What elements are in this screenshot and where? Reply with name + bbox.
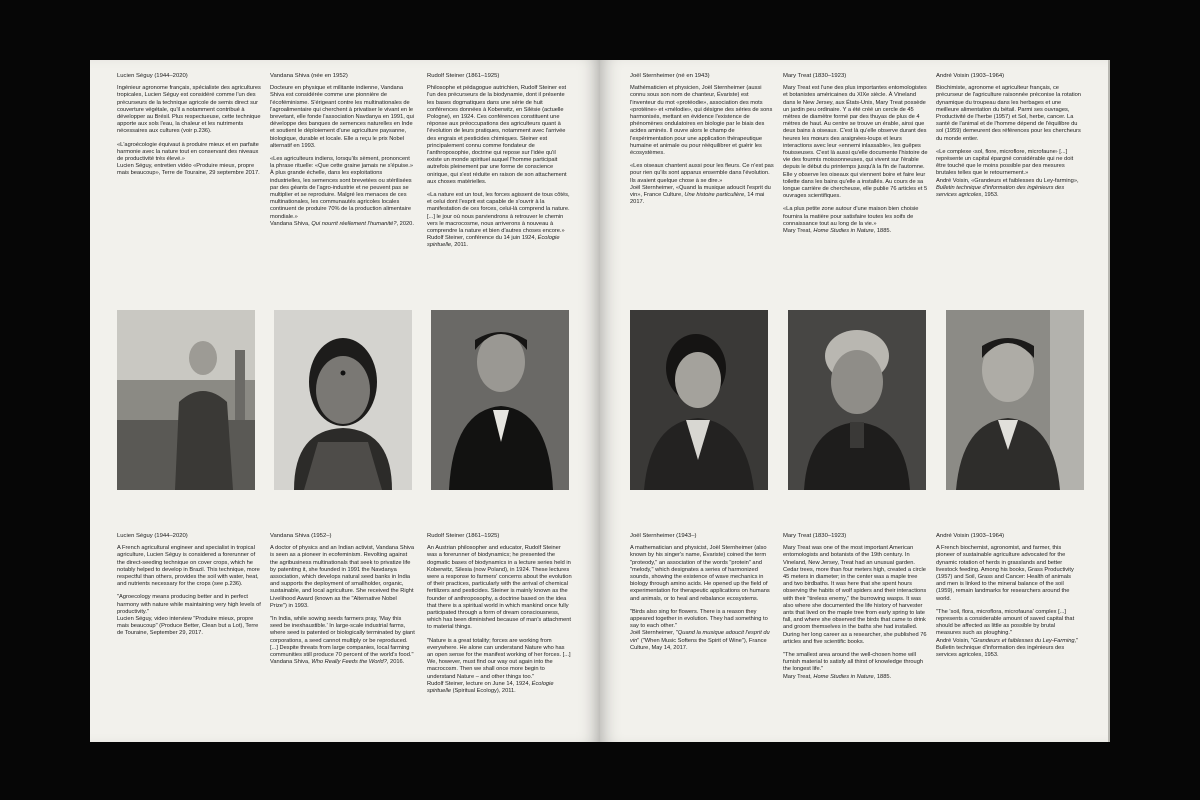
- book-spread: [90, 60, 1110, 742]
- quote-source: André Voisin, "Grandeurs et faiblesses du Ley-Farming," Bulletin technique d'information des ingénieurs des services agricoles, 1953.: [936, 637, 1079, 659]
- person-name: Mary Treat (1830–1923): [783, 73, 847, 79]
- bio-text: Mary Treat est l'une des plus importantes entomologistes et botanistes américaines du XIXe siècle. À Vineland dans le New Jersey, aux États-Unis, Mary Treat possède un jardin peu ordinaire. Y a été créé un cercle de 45 mètres de diamètre formé par des thuyas de plus de 4 mètres de haut. Au centre se trouve un érable, ainsi que deux bains à oiseaux. C'est là qu'elle observe durant des heures les mœurs des araignées-loups et leurs interactions avec leur «ennemi inlassable», les guêpes fouisseuses. C'est là aussi qu'elle documente l'histoire de vie des fourmis moissonneuses, qui vivent sur l'érable depuis le début du printemps jusqu'à la fin de l'automne. Elle y observe les oiseaux qui viennent boire et faire leur toilette dans les bains qu'elle a installés. Au cours de sa longue carrière de chercheuse, elle publie 76 articles et 5 ouvrages scientifiques.: [783, 85, 928, 200]
- bio-text: A French biochemist, agronomist, and farmer, this pioneer of sustainable agriculture advocated for the dynamic rotation of herds in grasslands and better livestock feeding. Among his books, Grass Productivity (1957) and Soil, Grass and Cancer: Health of animals and men is linked to the mineral balance of the soil (1959), remain landmarks for researchers around the world.: [936, 545, 1074, 602]
- person-name: Rudolf Steiner (1861–1925): [427, 533, 500, 539]
- bio-text: An Austrian philosopher and educator, Rudolf Steiner was a forerunner of biodynamics; he presented the dogmatic bases of biodynamics in a lecture series held in Koberwitz, Silesia (now Poland), in 1924. These lectures were a response to farmers' concerns about the evolution of their practices, particularly with the arrival of chemical fertilizers and pesticides. Steiner is mainly known as the founder of anthroposophy, a doctrine based on the idea that there is a spiritual world in which mankind once fully participated through a form of dream consciousness, which has been diminished because of man's attachment to material things.: [427, 545, 572, 631]
- quote-text: «Les agriculteurs indiens, lorsqu'ils sèment, prononcent la phrase rituelle: «Que cette graine jamais ne s'épuise.» À plus grande échelle, dans les exploitations industrielles, les semences sont brevetées ou stérilisées par des géants de l'agro-industrie et ne peuvent pas se multiplier et se reproduire. Malgré les menaces de ces multinationales, les communautés agricoles locales continuent de produire 70% de la production alimentaire mondiale.»: [270, 156, 414, 220]
- quote-text: "In India, while sowing seeds farmers pray, 'May this seed be inexhaustible.' In large-scale industrial farms, where seed is patented or biologically terminated by giant corporations, a seed cannot multiply or be reproduced. [...] Despite threats from large companies, local farming communities still produce 70 percent of the world's food.": [270, 616, 415, 659]
- person-name: Mary Treat (1830–1923): [783, 533, 847, 539]
- left-page: [90, 60, 600, 742]
- quote-source: Lucien Séguy, entretien vidéo «Produire mieux, propre mais beaucoup», Terre de Touraine, 29 septembre 2017.: [117, 163, 260, 177]
- portrait-photo-shiva: [274, 310, 412, 490]
- quote-text: «Le complexe ‹sol, flore, microflore, microfaune› [...] représente un capital épargné considérable qui ne doit être touché que le moins possible par des mesures brutales telles que le retournement.»: [936, 148, 1074, 177]
- portrait-image: [117, 310, 255, 490]
- portrait-image: [788, 310, 926, 490]
- quote-source: Mary Treat, Home Studies in Nature, 1885.: [783, 673, 892, 680]
- portrait-photo-seguy: [117, 310, 255, 490]
- quote-source: Lucien Séguy, video interview "Produire mieux, propre mais beaucoup" (Produce Better, Clean but a Lot), Terre de Touraine, September 29, 2017.: [117, 616, 259, 637]
- quote-text: «La nature est un tout, les forces agissent de tous côtés, et celui dont l'esprit est capable de s'ouvrir à la manifestation de ces forces, celui-là comprend la nature. [...] le jour où nous parviendrons à retrouver le chemin vers le macrocosme, nous arriverons à nouveau à comprendre la nature et bien d'autres choses encore.»: [427, 192, 570, 235]
- bio-column-en-shiva: [270, 533, 415, 666]
- person-name: Vandana Shiva (née en 1952): [270, 73, 348, 79]
- bio-column-en-treat: [783, 533, 928, 681]
- bio-column-en-sternheimer: [630, 533, 775, 652]
- portrait-image: [630, 310, 768, 490]
- portrait-image: [431, 310, 569, 490]
- portrait-photo-voisin: [946, 310, 1084, 490]
- bio-column-fr-voisin: [936, 73, 1081, 199]
- portrait-photo-treat: [788, 310, 926, 490]
- quote-source: Rudolf Steiner, conférence du 14 juin 1924, Écologie spirituelle, 2011.: [427, 235, 560, 249]
- bio-text: Docteure en physique et militante indienne, Vandana Shiva est considérée comme une pionnière de l'écoféminisme. S'érigeant contre les multinationales de l'agroalimentaire qui cherchent à privatiser le vivant en le brevetant, elle fonde l'association Navdanya en 1991, qui développe des banques de semences naturelles en Inde et soutient le déploiement d'une agriculture paysanne, biologique, durable et locale. Elle a reçu le prix Nobel alternatif en 1993.: [270, 85, 415, 149]
- bio-column-fr-shiva: [270, 73, 415, 228]
- quote-source: Joël Sternheimer, «Quand la musique adoucit l'esprit du vin», France Culture, Une histoire particulière, 14 mai 2017.: [630, 184, 771, 206]
- portrait-image: [274, 310, 412, 490]
- quote-source: Joël Sternheimer, "Quand la musique adoucit l'esprit du vin" ("When Music Softens the Spirit of Wine"), France Culture, May 14, 2017.: [630, 630, 770, 651]
- bio-column-en-steiner: [427, 533, 572, 695]
- quote-text: «Les oiseaux chantent aussi pour les fleurs. Ce n'est pas pour rien qu'ils sont apparus ensemble dans l'évolution. Ils avaient quelque chose à se dire.»: [630, 163, 774, 184]
- bio-column-en-seguy: [117, 533, 262, 638]
- person-name: André Voisin (1903–1964): [936, 73, 1005, 79]
- bio-column-fr-sternheimer: [630, 73, 775, 206]
- quote-text: "The smallest area around the well-chosen home will furnish material to satisfy all thirst of knowledge through the longest life.": [783, 652, 924, 673]
- quote-source: Rudolf Steiner, lecture on June 14, 1924, Écologie spirituelle (Spiritual Ecology), 2011.: [427, 680, 554, 695]
- person-name: André Voisin (1903–1964): [936, 533, 1005, 539]
- person-name: Lucien Séguy (1944–2020): [117, 73, 188, 79]
- bio-text: A mathematician and physicist, Joël Sternheimer (also known by his singer's name, Évariste) coined the term "proteody," an association of the words "protein" and "melody," which designates a series of harmonized sounds, showing the existence of wave mechanics in biology through amino acids. He opened up the field of experimentation for therapeutic applications on humans and animals, or to heal and rebalance ecosystems.: [630, 545, 770, 602]
- quote-source: Mary Treat, Home Studies in Nature, 1885.: [783, 228, 892, 235]
- quote-source: Vandana Shiva, Qui nourrit réellement l'humanité?, 2020.: [270, 220, 414, 227]
- person-name: Lucien Séguy (1944–2020): [117, 533, 188, 539]
- page-edge: [1108, 60, 1110, 742]
- bio-text: Philosophe et pédagogue autrichien, Rudolf Steiner est l'un des précurseurs de la biodynamie, dont il présente les bases dogmatiques dans une série de huit conférences données à Koberwitz, en Silésie (actuelle Pologne), en 1924. Ces conférences constituent une réponse aux préoccupations des agriculteurs quant à l'évolution de leurs pratiques, notamment avec l'arrivée des engrais et pesticides chimiques. Steiner est principalement connu comme fondateur de l'anthroposophie, doctrine qui repose sur l'idée qu'il existe un monde spirituel auquel l'homme participait autrefois pleinement par une forme de conscience onirique, qui s'est réduite en raison de son attachement aux choses matérielles.: [427, 85, 567, 185]
- right-page: [600, 60, 1110, 742]
- quote-text: "Agroecology means producing better and in perfect harmony with nature while maintaining very high levels of productivity.": [117, 594, 261, 615]
- bio-column-fr-seguy: [117, 73, 262, 178]
- quote-text: "The 'soil, flora, microflora, microfauna' complex [...] represents a considerable amount of saved capital that should be affected as little as possible by brutal measures such as ploughing.": [936, 608, 1075, 637]
- bio-text: Mary Treat was one of the most important American entomologists and botanists of the 19th century. In Vineland, New Jersey, Treat had an unusual garden. Cedar trees, more than four meters high, created a circle 45 meters in diameter; in the center was a maple tree and two birdbaths. It was here that she spent hours observing the habits of wolf spiders and their interactions with their "tireless enemy," the burrowing wasps. It was also where she documented the life history of harvester ants that lived on the maple tree from early spring to late fall, and where she observed the birds that came to drink and groom themselves in the baths she had installed. During her long career as a researcher, she published 76 articles and five scientific books.: [783, 545, 927, 645]
- bio-text: A doctor of physics and an Indian activist, Vandana Shiva is seen as a pioneer in ecofeminism. Revolting against the agribusiness multinationals that seek to privatize life by patenting it, she founded in 1991 the Navdanya association, which develops natural seed banks in India and supports the deployment of smallholder, organic, sustainable, and local agriculture. She received the Right Livelihood Award (known as the "Alternative Nobel Prize") in 1993.: [270, 545, 415, 609]
- person-name: Joël Sternheimer (né en 1943): [630, 73, 710, 79]
- portrait-photo-steiner: [431, 310, 569, 490]
- quote-text: "Nature is a great totality; forces are working from everywhere. He alone can understand Nature who has an open sense for the manifest working of her forces. [...] We, however, must find our way out again into the macrocosm. Then we shall once more begin to understand Nature – and other things too.": [427, 637, 571, 680]
- bio-text: A French agricultural engineer and specialist in tropical agriculture, Lucien Séguy is considered a forerunner of the direct-seeding technique on cover crops, which he notably helped to develop in Brazil. This technique, more respectful than others, provides the soil with water, heat, and nutrients necessary for the crops (see p.236).: [117, 545, 260, 588]
- bio-text: Ingénieur agronome français, spécialiste des agricultures tropicales, Lucien Séguy est considéré comme l'un des précurseurs de la technique agricole de semis direct sur couverture végétale, qu'il a notamment contribué à développer au Brésil. Plus respectueuse, cette technique apporte aux sols l'eau, la chaleur et les nutriments nécessaires aux cultures (voir p.236).: [117, 85, 261, 135]
- person-name: Joël Sternheimer (1943–): [630, 533, 697, 539]
- bio-column-en-voisin: [936, 533, 1081, 659]
- person-name: Vandana Shiva (1952–): [270, 533, 332, 539]
- bio-column-fr-steiner: [427, 73, 572, 250]
- quote-text: «La plus petite zone autour d'une maison bien choisie fournira la matière pour satisfaire toutes les soifs de connaissance tout au long de la vie.»: [783, 206, 919, 227]
- person-name: Rudolf Steiner (1861–1925): [427, 73, 500, 79]
- portrait-image: [946, 310, 1084, 490]
- bio-text: Mathématicien et physicien, Joël Sternheimer (aussi connu sous son nom de chanteur, Évariste) est l'inventeur du mot «protéodie», association des mots «protéine» et «mélodie», qui désigne des séries de sons harmonisés, mettant en évidence l'existence de phénomènes ondulatoires en biologie par le biais des acides aminés. Il ouvre alors le champ de l'expérimentation pour une application thérapeutique humaine et animale ou pour rééquilibrer et guérir les écosystèmes.: [630, 85, 773, 157]
- quote-source: Vandana Shiva, Who Really Feeds the World?, 2016.: [270, 659, 405, 666]
- quote-text: "Birds also sing for flowers. There is a reason they appeared together in evolution. They had something to say to each other.": [630, 608, 768, 630]
- portrait-photo-sternheimer: [630, 310, 768, 490]
- quote-text: «L'agroécologie équivaut à produire mieux et en parfaite harmonie avec la nature tout en conservant des niveaux de productivité très élevé.»: [117, 141, 259, 163]
- bio-column-fr-treat: [783, 73, 928, 235]
- bio-text: Biochimiste, agronome et agriculteur français, ce précurseur de l'agriculture raisonnée préconise la rotation dynamique du troupeau dans les herbages et une meilleure alimentation du bétail. Parmi ses ouvrages, Productivité de l'herbe (1957) et Sol, herbe, cancer. La santé de l'animal et de l'homme dépend de l'équilibre du sol (1959) demeurent des références pour les chercheurs du monde entier.: [936, 85, 1081, 142]
- quote-source: André Voisin, «Grandeurs et faiblesses du Ley-farming», Bulletin technique d'information des ingénieurs des services agricoles, 1953.: [936, 177, 1079, 199]
